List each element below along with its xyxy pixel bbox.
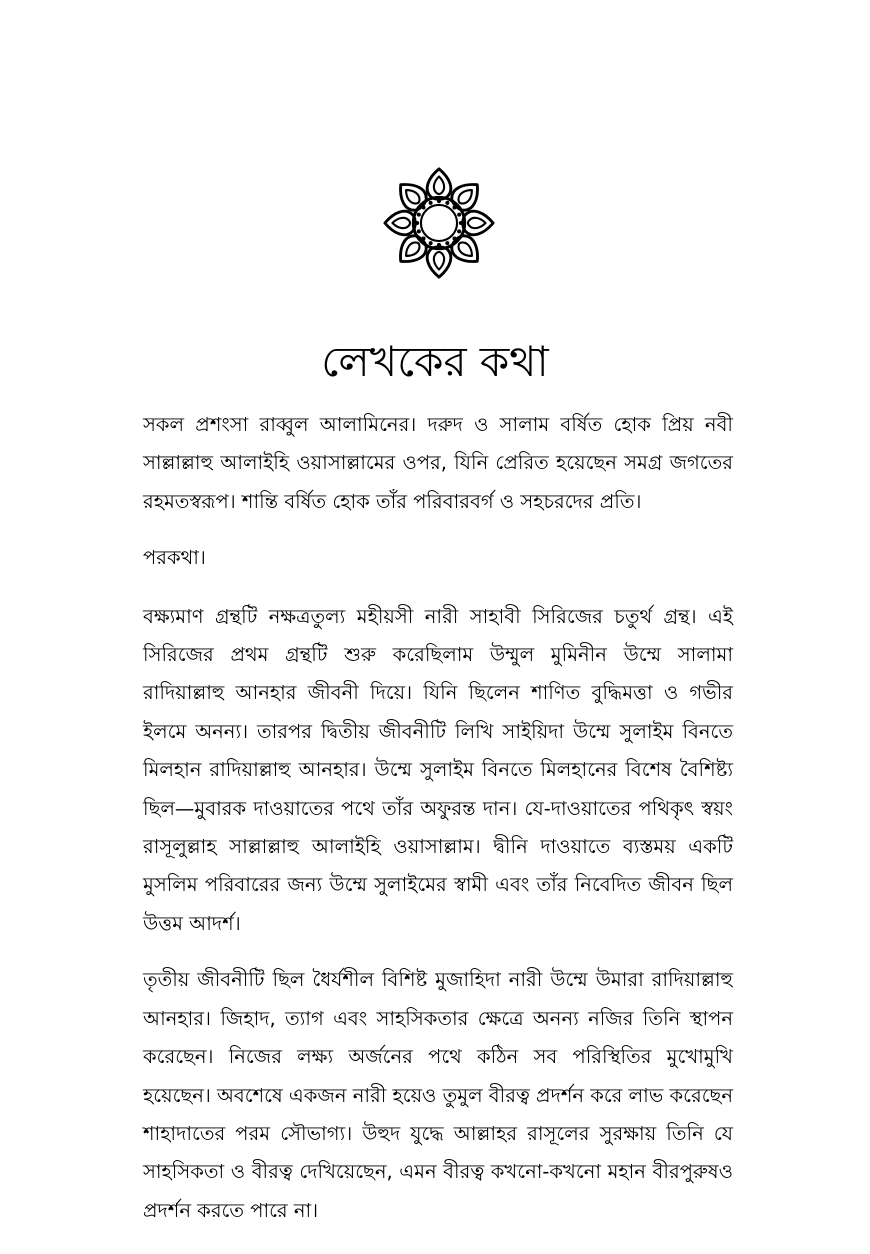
paragraph-3: বক্ষ্যমাণ গ্রন্থটি নক্ষত্রতুল্য মহীয়সী নারী সাহাবী সিরিজের চতুর্থ গ্রন্থ। এই সিরিজের প্রথম গ্রন্থটি শুরু করেছিলাম উম্মুল মুমিনীন উম্মে সালামা রাদিয়াল্লাহু আনহার জীবনী দিয়ে। যিনি ছিলেন শাণিত বুদ্ধিমত্তা ও গভীর ইলমে অনন্য। তারপর দ্বিতীয় জীবনীটি লিখি সাইয়িদা উম্মে সুলাইম বিনতে মিলহান রাদিয়াল্লাহু আনহার। উম্মে সুলাইম বিনতে মিলহানের বিশেষ বৈশিষ্ট্য ছিল—মুবারক দাওয়াতের পথে তাঁর অফুরন্ত দান। যে-দাওয়াতের পথিকৃৎ স্বয়ং রাসূলুল্লাহ সাল্লাল্লাহু আলাইহি ওয়াসাল্লাম। দ্বীনি দাওয়াতে ব্যস্তময় একটি মুসলিম পরিবারের জন্য উম্মে সুলাইমের স্বামী এবং তাঁর নিবেদিত জীবন ছিল উত্তম আদর্শ। [143,604,733,935]
paragraph-4: তৃতীয় জীবনীটি ছিল ধৈর্যশীল বিশিষ্ট মুজাহিদা নারী উম্মে উমারা রাদিয়াল্লাহু আনহার। জিহাদ, ত্যাগ এবং সাহসিকতার ক্ষেত্রে অনন্য নজির তিনি স্থাপন করেছেন। নিজের লক্ষ্য অর্জনের পথে কঠিন সব পরিস্থিতির মুখোমুখি হয়েছেন। অবশেষে একজন নারী হয়েও তুমুল বীরত্ব প্রদর্শন করে লাভ করেছেন শাহাদাতের পরম সৌভাগ্য। উহুদ যুদ্ধে আল্লাহর রাসূলের সুরক্ষায় তিনি যে সাহসিকতা ও বীরত্ব দেখিয়েছেন, এমন বীরত্ব কখনো-কখনো মহান বীরপুরুষও প্রদর্শন করতে পারে না। [143,968,734,1222]
paragraph-1: সকল প্রশংসা রাব্বুল আলামিনের। দরুদ ও সালাম বর্ষিত হোক প্রিয় নবী সাল্লাল্লাহু আলাইহি ওয়াসাল্লামের ওপর, যিনি প্রেরিত হয়েছেন সমগ্র জগতের রহমতস্বরূপ। শান্তি বর্ষিত হোক তাঁর পরিবারবর্গ ও সহচরদের প্রতি। [143,413,733,513]
chapter-title: লেখকের কথা [321,337,549,386]
paragraph-2: পরকথা। [143,546,206,570]
lotus-flower-ornament-icon [382,166,496,280]
body-text [143,406,733,1248]
